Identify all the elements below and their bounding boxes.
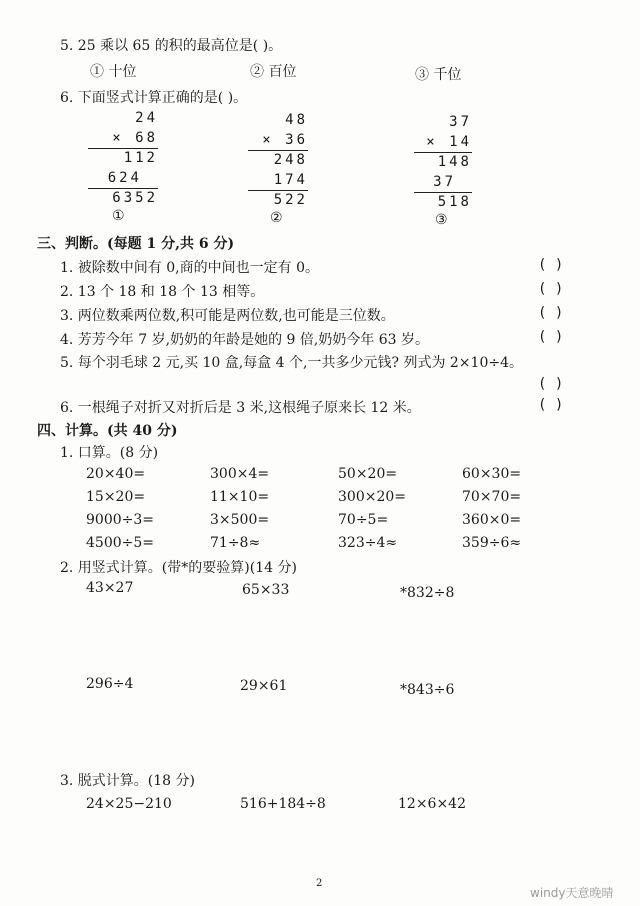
- vertical-problem: *843÷6: [400, 682, 455, 698]
- judge-item-6: 6. 一根绳子对折又对折后是 3 米,这根绳子原来长 12 米。: [60, 400, 421, 416]
- oral-item: 4500÷5=: [86, 535, 154, 551]
- oral-item: 20×40=: [86, 466, 146, 482]
- oral-item: 359÷6≈: [462, 535, 522, 551]
- section3-title: 三、判断。(每题 1 分,共 6 分): [37, 236, 235, 252]
- vertical-calc-3: [412, 112, 472, 212]
- calc1-multiplicand: 24: [135, 110, 158, 126]
- calc2-total: 522: [273, 192, 308, 208]
- judge-answer-6[interactable]: ( ): [538, 397, 564, 413]
- calc2-partial-1: 248: [273, 152, 308, 168]
- judge-answer-1[interactable]: ( ): [538, 257, 564, 273]
- vertical-calc-1: [90, 108, 158, 208]
- judge-item-1: 1. 被除数中间有 0,商的中间也一定有 0。: [60, 260, 319, 276]
- oral-item: 15×20=: [86, 489, 146, 505]
- calc1-rule-2: [88, 188, 158, 189]
- judge-item-4: 4. 芳芳今年 7 岁,奶奶的年龄是她的 9 倍,奶奶今年 63 岁。: [60, 332, 430, 348]
- oral-item: 50×20=: [338, 466, 398, 482]
- judge-answer-2[interactable]: ( ): [538, 281, 564, 297]
- watermark: windy天意晚晴: [530, 886, 614, 900]
- calc3-partial-2: 37: [433, 174, 456, 190]
- vertical-problem: 296÷4: [86, 676, 134, 692]
- vertical-calc-2: [248, 110, 308, 210]
- calc1-partial-2: 624: [107, 170, 142, 186]
- calc3-multiplier: × 14: [426, 134, 472, 150]
- calc2-multiplier: × 36: [262, 132, 308, 148]
- vertical-problem: 29×61: [240, 678, 288, 694]
- calc2-rule-2: [248, 190, 308, 191]
- oral-item: 300×4=: [210, 466, 270, 482]
- oral-item: 323÷4≈: [338, 535, 398, 551]
- judge-item-2: 2. 13 个 18 和 18 个 13 相等。: [60, 284, 265, 300]
- calc3-label: ③: [435, 212, 448, 228]
- calc3-rule-2: [414, 192, 472, 193]
- judge-answer-4[interactable]: ( ): [538, 329, 564, 345]
- calc1-label: ①: [112, 208, 125, 224]
- oral-item: 70×70=: [462, 489, 522, 505]
- calc2-partial-2: 174: [273, 172, 308, 188]
- q5-stem: 5. 25 乘以 65 的积的最高位是( )。: [60, 38, 283, 54]
- calc2-label: ②: [270, 210, 283, 226]
- q5-option-3: ③ 千位: [415, 67, 462, 83]
- calc1-rule-1: [88, 148, 158, 149]
- calc1-partial-1: 112: [123, 150, 158, 166]
- vertical-problem: *832÷8: [400, 585, 455, 601]
- oral-item: 70÷5=: [338, 512, 389, 528]
- stepwise-problem: 12×6×42: [398, 796, 466, 812]
- oral-item: 3×500=: [210, 512, 270, 528]
- oral-item: 60×30=: [462, 466, 522, 482]
- stepwise-problem: 516+184÷8: [240, 796, 326, 812]
- q6-stem: 6. 下面竖式计算正确的是( )。: [60, 90, 248, 106]
- calc3-rule-1: [414, 152, 472, 153]
- judge-answer-5[interactable]: ( ): [538, 376, 564, 392]
- oral-item: 9000÷3=: [86, 512, 154, 528]
- judge-item-5: 5. 每个羽毛球 2 元,买 10 盒,每盒 4 个,一共多少元钱? 列式为 2×10÷4。: [60, 355, 523, 371]
- calc3-total: 518: [437, 194, 472, 210]
- judge-answer-3[interactable]: ( ): [538, 305, 564, 321]
- oral-item: 11×10=: [210, 489, 270, 505]
- calc3-partial-1: 148: [437, 154, 472, 170]
- q5-option-2: ② 百位: [250, 64, 297, 80]
- q5-option-1: ① 十位: [90, 64, 137, 80]
- oral-item: 300×20=: [338, 489, 406, 505]
- oral-item: 360×0=: [462, 512, 522, 528]
- oral-item: 71÷8≈: [210, 535, 261, 551]
- judge-item-3: 3. 两位数乘两位数,积可能是两位数,也可能是三位数。: [60, 308, 395, 324]
- calc3-multiplicand: 37: [449, 114, 472, 130]
- calc1-multiplier: × 68: [112, 130, 158, 146]
- calc2-rule-1: [248, 150, 308, 151]
- vertical-problem: 43×27: [86, 580, 134, 596]
- vertical-calc-title: 2. 用竖式计算。(带*的要验算)(14 分): [60, 560, 297, 576]
- calc1-total: 6352: [112, 190, 158, 206]
- vertical-problem: 65×33: [242, 582, 290, 598]
- oral-title: 1. 口算。(8 分): [60, 445, 159, 461]
- stepwise-title: 3. 脱式计算。(18 分): [60, 773, 195, 789]
- stepwise-problem: 24×25−210: [86, 796, 172, 812]
- calc2-multiplicand: 48: [285, 112, 308, 128]
- page-number: 2: [316, 878, 323, 889]
- section4-title: 四、计算。(共 40 分): [37, 423, 178, 439]
